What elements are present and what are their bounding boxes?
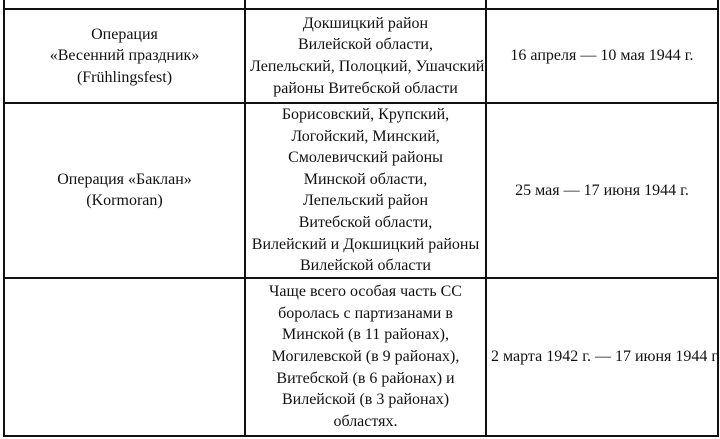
operation-cell-empty: [4, 278, 245, 436]
table-row: [4, 103, 718, 278]
table-row: [4, 278, 718, 436]
area-line: Вилейской области,: [298, 36, 433, 54]
area-cell: [245, 103, 486, 278]
operation-line: Операция «Баклан»: [57, 170, 192, 188]
area-line: Могилевской (в 9 районах),: [271, 347, 460, 365]
area-line: Минской (в 11 районах),: [282, 326, 449, 344]
area-line: Витебской (в 6 районах) и: [276, 369, 455, 387]
area-line: районы Витебской области: [273, 79, 458, 97]
area-line: Лепельский район: [302, 192, 428, 210]
area-line: Лепельский, Полоцкий, Ушачский: [250, 58, 485, 75]
area-line: боролась с партизанами в: [278, 304, 453, 322]
area-line: Борисовский, Крупский,: [281, 106, 450, 123]
area-line: Вилейский и Докшицкий районы: [251, 235, 480, 253]
dates-cell: [486, 103, 718, 278]
table-row: [4, 9, 718, 103]
cut-cell-3: [486, 0, 718, 9]
dates-cell: [486, 9, 718, 103]
cut-cell-1: [4, 0, 245, 9]
table-row-cut-top: [4, 0, 718, 9]
area-line: Витебской области,: [298, 213, 433, 231]
area-line: областях.: [333, 412, 398, 430]
operation-line: «Весенний праздник»: [49, 47, 200, 65]
area-line: Смолевичский районы: [288, 149, 443, 167]
operation-cell: [4, 9, 245, 103]
cut-cell-2: [245, 0, 486, 9]
operation-line: (Frühlingsfest): [76, 68, 173, 86]
dates-cell: [486, 278, 718, 436]
operation-line: (Kormoran): [86, 192, 163, 210]
dates-text: 16 апреля — 10 мая 1944 г.: [510, 47, 694, 65]
area-line: Докшицкий район: [302, 14, 429, 32]
operation-cell: [4, 103, 245, 278]
dates-text: 25 мая — 17 июня 1944 г.: [515, 181, 689, 199]
area-line: Вилейской (в 3 районах): [281, 391, 450, 409]
area-line: Минской области,: [303, 170, 428, 188]
area-cell: [245, 9, 486, 103]
area-line: Чаще всего особая часть СС: [269, 283, 462, 301]
area-line: Логойский, Минский,: [291, 127, 440, 145]
dates-text: 2 марта 1942 г. — 17 июня 1944 г.: [491, 347, 720, 365]
operation-line: Операция: [91, 25, 158, 43]
area-line: Вилейской области: [300, 257, 431, 275]
operations-table: [3, 0, 719, 437]
area-cell: [245, 278, 486, 436]
